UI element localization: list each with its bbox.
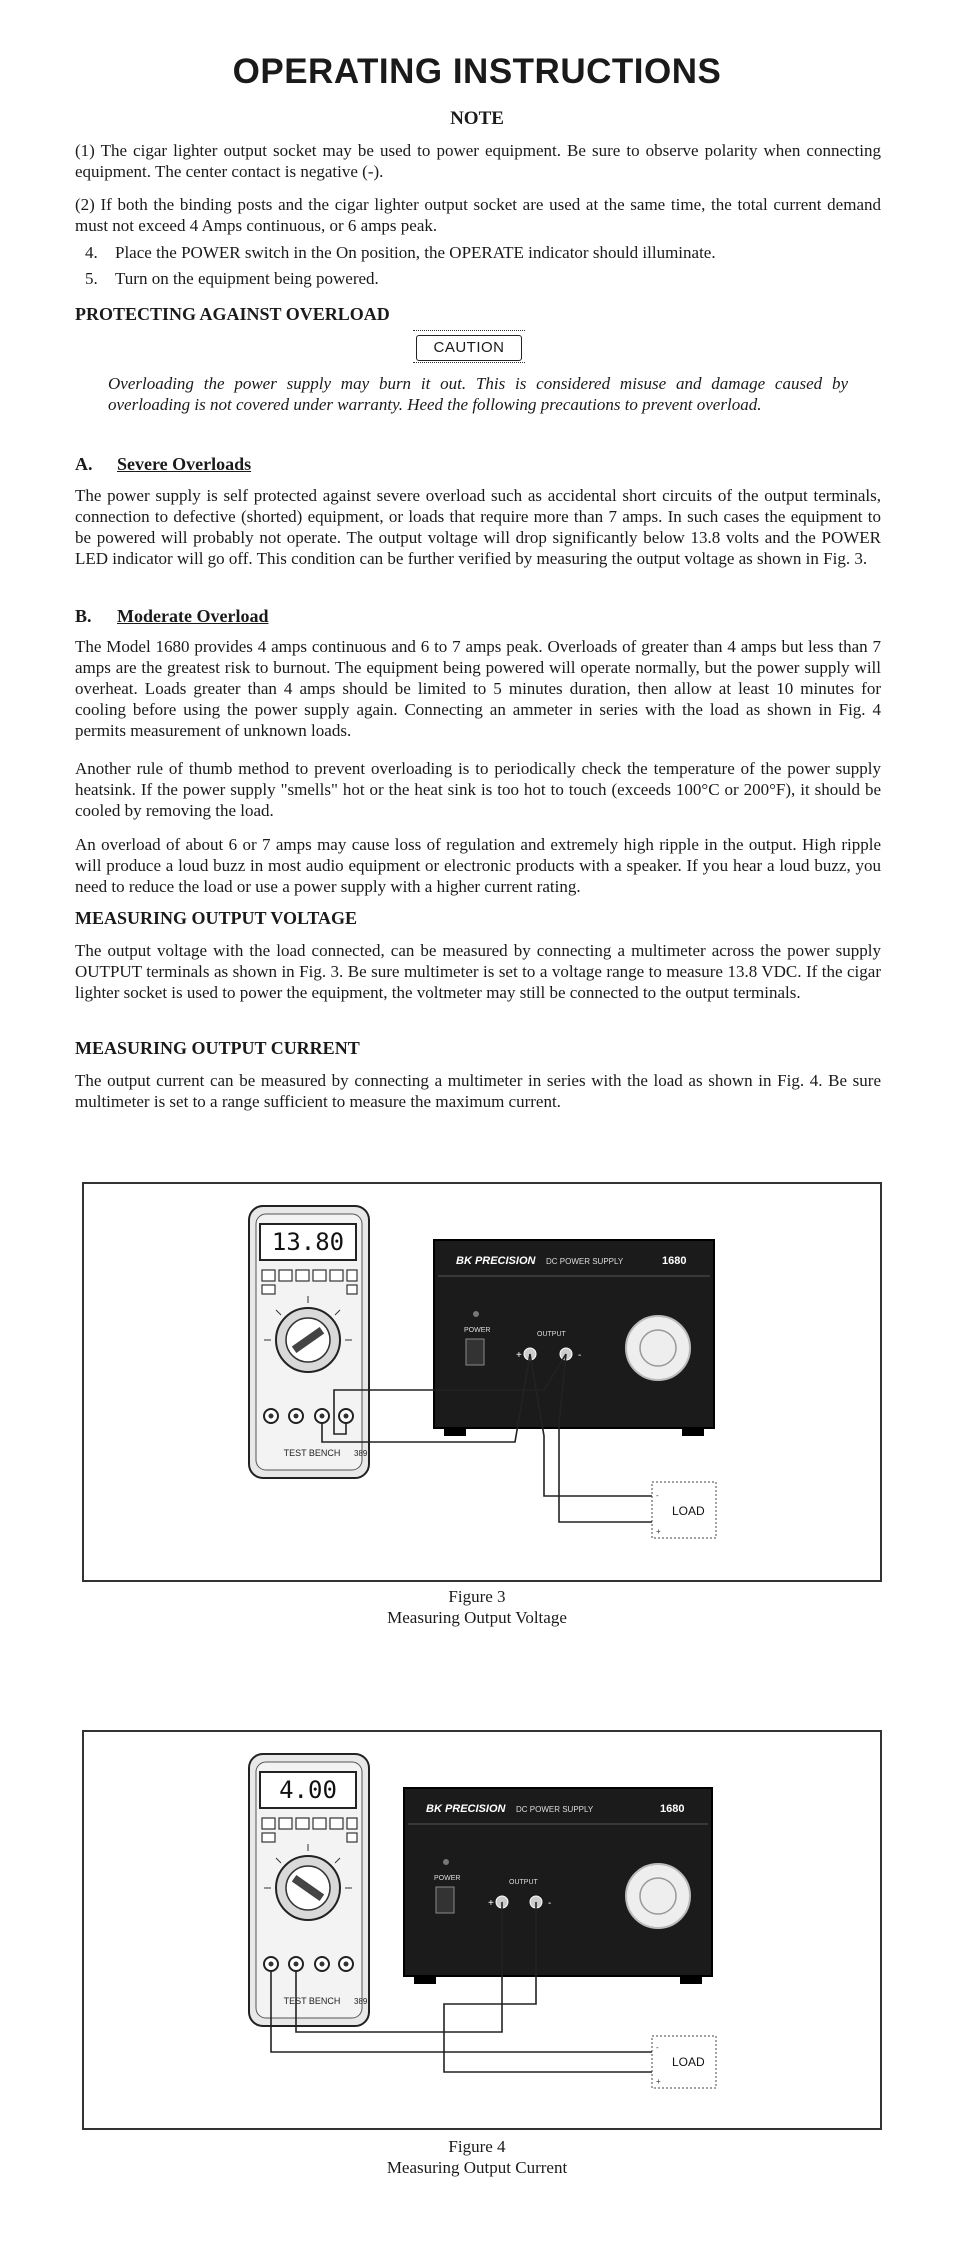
step-5 <box>85 268 379 289</box>
svg-text:+: + <box>656 2077 661 2086</box>
figure-4-illustration <box>84 1732 880 2128</box>
moderate-paragraph-1: The Model 1680 provides 4 amps continuous and 6 to 7 amps peak. Overloads of greater than 4 amps but less than 7 amps are the greatest risk to burnout. The equipment being powered will operate normally, but the power supply will overheat. Loads greater than 4 amps should be limited to 5 minutes duration, then allow at least 10 minutes for cooling before using the power supply again. Connecting an ammeter in series with the load as shown in Fig. 4 permits measurement of unknown loads. <box>75 637 881 740</box>
power-switch <box>466 1339 484 1365</box>
power-label: POWER <box>434 1875 461 1882</box>
caution-badge: CAUTION <box>416 335 522 361</box>
measuring-current-text: The output current can be measured by connecting a multimeter in series with the load as shown in Fig. 4. Be sure multimeter is set to a range sufficient to measure the maximum current. <box>75 1071 881 1111</box>
power-label: POWER <box>464 1327 491 1334</box>
svg-text:+: + <box>656 1527 661 1536</box>
model-label: 1680 <box>662 1255 687 1267</box>
multimeter <box>249 1754 369 2026</box>
svg-text:+: + <box>488 1898 494 1909</box>
brand-label: BK PRECISION <box>456 1255 536 1267</box>
svg-text:-: - <box>656 1491 659 1500</box>
meter-model: 389 <box>354 1997 368 2006</box>
display-reading: 13.80 <box>271 1228 345 1256</box>
figure-4 <box>82 1730 882 2130</box>
svg-text:-: - <box>578 1350 582 1361</box>
meter-model: 389 <box>354 1449 368 1458</box>
power-supply <box>404 1788 712 1984</box>
figure-4-title: Figure 4 <box>448 2137 506 2156</box>
power-supply <box>434 1240 714 1436</box>
severe-overloads-heading <box>75 454 251 475</box>
figure-3-illustration <box>84 1184 880 1580</box>
protecting-heading: PROTECTING AGAINST OVERLOAD <box>75 304 390 324</box>
figure-3-subtitle: Measuring Output Voltage <box>387 1608 567 1627</box>
moderate-label: B. <box>75 606 92 626</box>
load-box <box>652 2036 716 2088</box>
step-4 <box>85 242 716 263</box>
svg-text:-: - <box>656 2043 659 2052</box>
power-switch <box>436 1887 454 1913</box>
severe-title: Severe Overloads <box>117 454 252 474</box>
figure-3 <box>82 1182 882 1582</box>
step-5-number: 5. <box>85 269 98 288</box>
svg-text:-: - <box>548 1898 552 1909</box>
step-4-number: 4. <box>85 243 98 262</box>
step-4-text: Place the POWER switch in the On position, the OPERATE indicator should illuminate. <box>115 243 716 262</box>
moderate-title: Moderate Overload <box>117 606 269 626</box>
measuring-voltage-text: The output voltage with the load connected, can be measured by connecting a multimeter across the power supply OUTPUT terminals as shown in Fig. 3. Be sure multimeter is set to a voltage range to measure 13.8 VDC. If the cigar lighter socket is used to power the equipment, the voltmeter may still be connected to the output terminals. <box>75 941 881 1002</box>
meter-brand: TEST BENCH <box>283 1448 341 1458</box>
output-label: OUTPUT <box>509 1879 538 1886</box>
note-heading: NOTE <box>450 108 504 129</box>
product-label: DC POWER SUPPLY <box>516 1805 594 1814</box>
meter-brand: TEST BENCH <box>283 1996 341 2006</box>
load-label: LOAD <box>672 2055 705 2069</box>
cigar-socket <box>626 1316 690 1380</box>
display-reading: 4.00 <box>279 1776 337 1804</box>
figure-3-title: Figure 3 <box>448 1587 506 1606</box>
note-1: (1) The cigar lighter output socket may be used to power equipment. Be sure to observe polarity when connecting equipment. The center contact is negative (-). <box>75 141 881 181</box>
product-label: DC POWER SUPPLY <box>546 1257 624 1266</box>
step-5-text: Turn on the equipment being powered. <box>115 269 379 288</box>
figure-4-subtitle: Measuring Output Current <box>386 2158 568 2177</box>
moderate-overload-heading <box>75 606 268 627</box>
moderate-paragraph-3: An overload of about 6 or 7 amps may cause loss of regulation and extremely high ripple in the output. High ripple will produce a loud buzz in most audio equipment or electronic products with a speaker. If you hear a loud buzz, you need to reduce the load or use a power supply with a higher current rating. <box>75 835 881 896</box>
brand-label: BK PRECISION <box>426 1803 506 1815</box>
cigar-socket <box>626 1864 690 1928</box>
measuring-voltage-heading: MEASURING OUTPUT VOLTAGE <box>75 908 358 928</box>
severe-label: A. <box>75 454 93 474</box>
svg-text:+: + <box>516 1350 522 1361</box>
note-2: (2) If both the binding posts and the cigar lighter output socket are used at the same time, the total current demand must not exceed 4 Amps continuous, or 6 amps peak. <box>75 195 881 235</box>
moderate-paragraph-2: Another rule of thumb method to prevent overloading is to periodically check the temperature of the power supply heatsink. If the power supply "smells" hot or the heat sink is too hot to touch (exceeds 100°C or 200°F), it should be cooled by removing the load. <box>75 759 881 820</box>
load-label: LOAD <box>672 1504 705 1518</box>
model-label: 1680 <box>660 1803 685 1815</box>
severe-overloads-text: The power supply is self protected against severe overload such as accidental short circuits of the output terminals, connection to defective (shorted) equipment, or loads that require more than 7 amps. In such cases the equipment to be powered will probably not operate. The output voltage will drop significantly below 13.8 volts and the POWER LED indicator will go off. This condition can be further verified by measuring the output voltage as shown in Fig. 3. <box>75 486 881 568</box>
page-title: OPERATING INSTRUCTIONS <box>232 52 722 91</box>
overload-warning: Overloading the power supply may burn it out. This is considered misuse and damage caused by overloading is not covered under warranty. Heed the following precautions to prevent overload. <box>108 374 848 414</box>
output-label: OUTPUT <box>537 1331 566 1338</box>
load-box <box>652 1482 716 1538</box>
measuring-current-heading: MEASURING OUTPUT CURRENT <box>75 1038 360 1058</box>
multimeter <box>249 1206 369 1478</box>
